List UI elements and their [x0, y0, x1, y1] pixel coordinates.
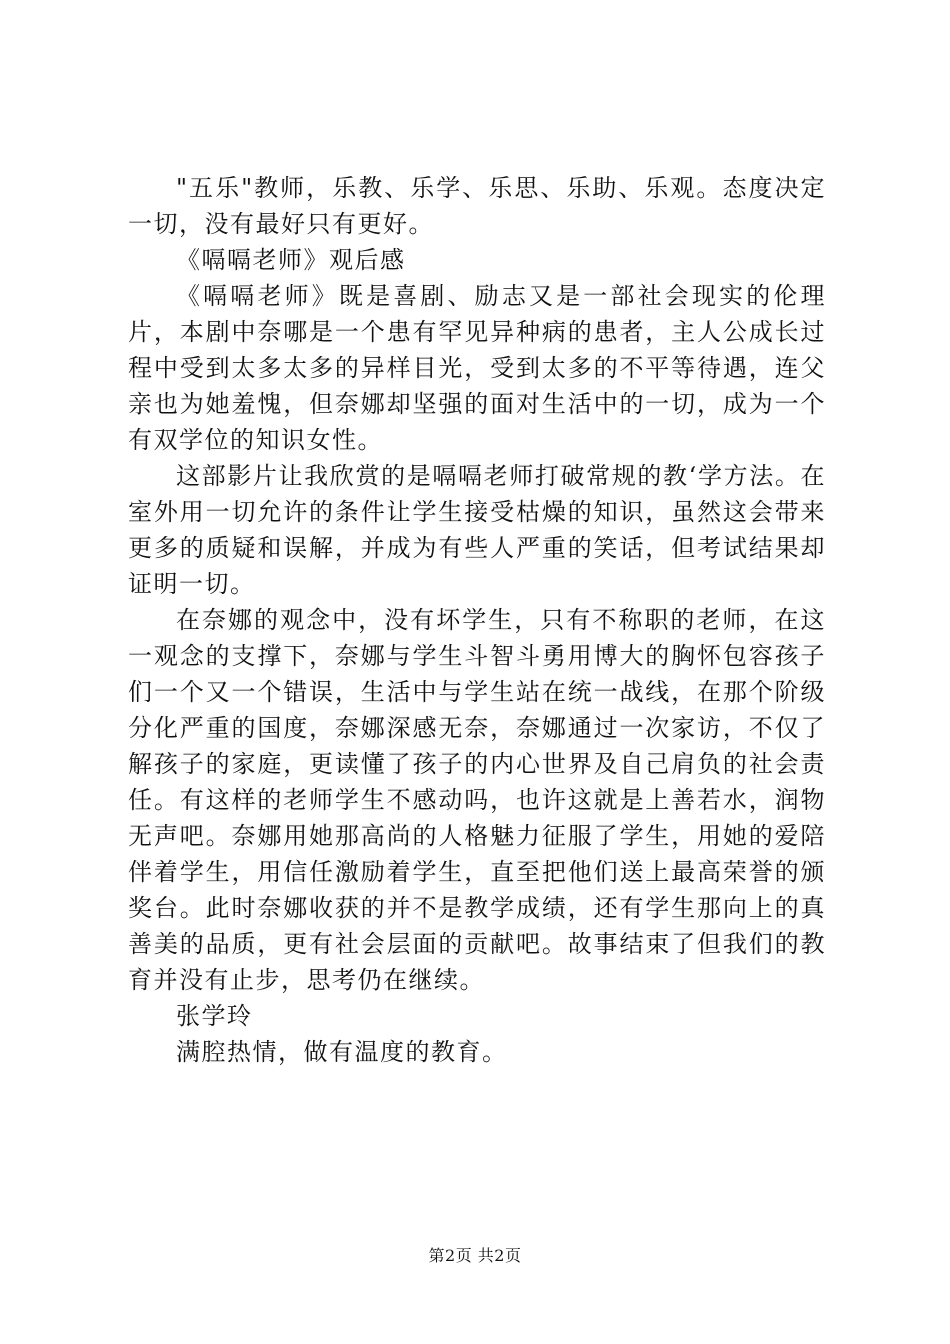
- paragraph-intro: 《嗝嗝老师》既是喜剧、励志又是一部社会现实的伦理片，本剧中奈哪是一个患有罕见异种病的患者，主人公成长过程中受到太多太多的异样目光，受到太多的不平等待遇，连父亲也为她羞愧，但奈娜却坚强的面对生活中的一切，成为一个有双学位的知识女性。: [128, 282, 826, 454]
- document-body: [128, 170, 826, 1070]
- paragraph-concept: 在奈娜的观念中，没有坏学生，只有不称职的老师，在这一观念的支撑下，奈娜与学生斗智斗勇用博大的胸怀包容孩子们一个又一个错误，生活中与学生站在统一战线，在那个阶级分化严重的国度，奈娜深感无奈，奈娜通过一次家访，不仅了解孩子的家庭，更读懂了孩子的内心世界及自己肩负的社会责任。有这样的老师学生不感动吗，也许这就是上善若水，润物无声吧。奈娜用她那高尚的人格魅力征服了学生，用她的爱陪伴着学生，用信任激励着学生，直至把他们送上最高荣誉的颁奖台。此时奈娜收获的并不是教学成绩，还有学生那向上的真善美的品质，更有社会层面的贡献吧。故事结束了但我们的教育并没有止步，思考仍在继续。: [128, 606, 826, 994]
- paragraph-motto: 满腔热情，做有温度的教育。: [176, 1038, 508, 1066]
- paragraph-author-name: 张学玲: [176, 1002, 253, 1030]
- paragraph-review-title: 《嗝嗝老师》观后感: [176, 246, 406, 274]
- paragraph-teaching-method: 这部影片让我欣赏的是嗝嗝老师打破常规的教‘学方法。在室外用一切允许的条件让学生接受枯燥的知识，虽然这会带来更多的质疑和误解，并成为有些人严重的笑话，但考试结果却证明一切。: [128, 462, 826, 598]
- paragraph-five-joys: "五乐"教师，乐教、乐学、乐思、乐助、乐观。态度决定一切，没有最好只有更好。: [128, 174, 826, 238]
- page-number: 第2页 共2页: [428, 1246, 522, 1265]
